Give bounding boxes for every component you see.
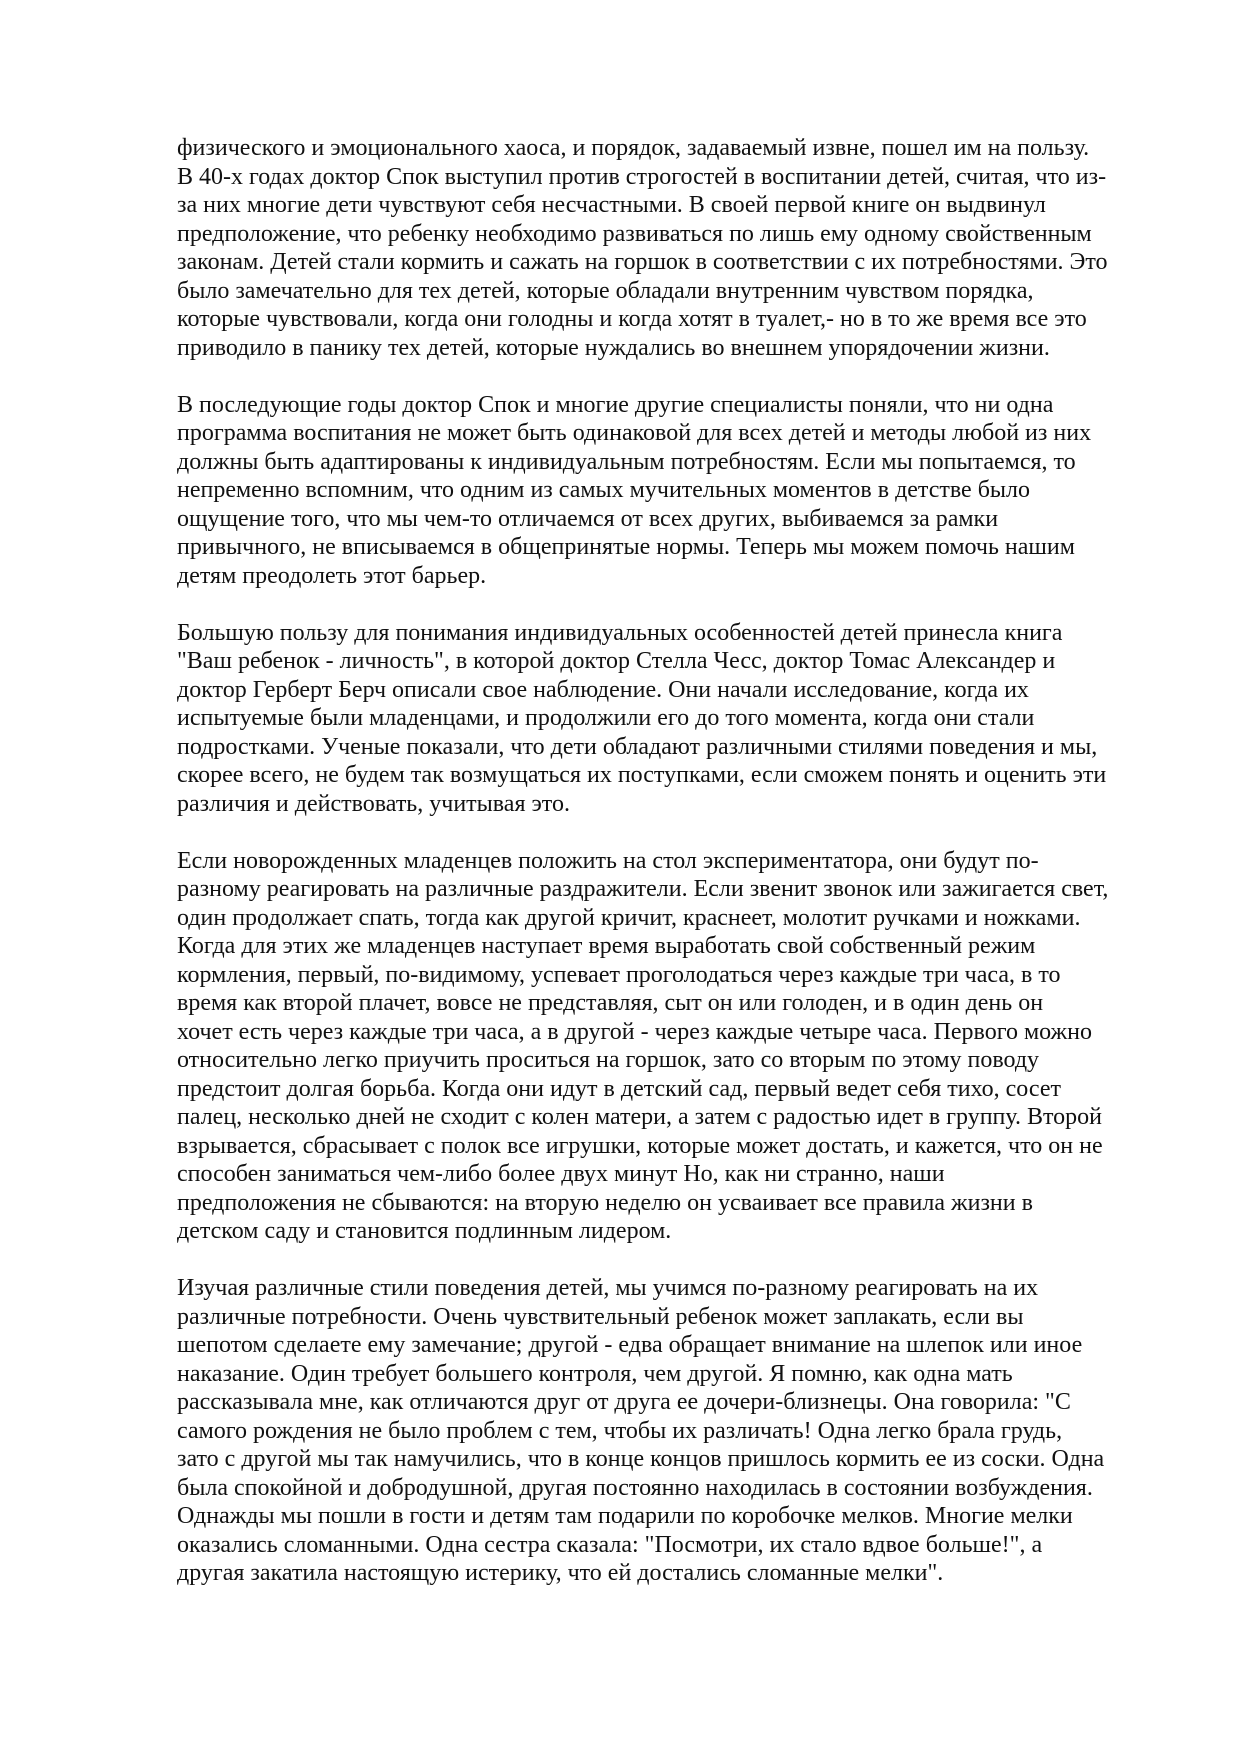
text-line: физического и эмоционального хаоса, и порядок, задаваемый извне, пошел им на пользу. bbox=[177, 135, 1090, 161]
text-line: самого рождения не было проблем с тем, чтобы их различать! Одна легко брала грудь, bbox=[177, 1417, 1063, 1444]
text-line: законам. Детей стали кормить и сажать на горшок в соответствии с их потребностями. Это bbox=[177, 249, 1108, 275]
text-line: детям преодолеть этот барьер. bbox=[177, 562, 487, 589]
text-line: Если новорожденных младенцев положить на стол экспериментатора, они будут по- bbox=[177, 847, 1039, 874]
text-line: В 40-х годах доктор Спок выступил против строгостей в воспитании детей, считая, что из- bbox=[177, 163, 1107, 190]
text-line: способен заниматься чем-либо более двух минут Но, как ни странно, наши bbox=[177, 1161, 945, 1187]
text-line: привычного, не вписываемся в общепринятые нормы. Теперь мы можем помочь нашим bbox=[177, 534, 1075, 560]
text-line: время как второй плачет, вовсе не представляя, сыт он или голоден, и в один день он bbox=[177, 990, 1044, 1016]
text-line: кормления, первый, по-видимому, успевает проголодаться через каждые три часа, в то bbox=[177, 961, 1061, 988]
text-line: шепотом сделаете ему замечание; другой - едва обращает внимание на шлепок или иное bbox=[177, 1332, 1083, 1358]
text-line: В последующие годы доктор Спок и многие другие специалисты поняли, что ни одна bbox=[177, 391, 1054, 418]
text-line: наказание. Один требует большего контроля, чем другой. Я помню, как одна мать bbox=[177, 1360, 1013, 1387]
text-line: различные потребности. Очень чувствительный ребенок может заплакать, если вы bbox=[177, 1303, 1024, 1330]
text-line: относительно легко приучить проситься на горшок, зато со вторым по этому поводу bbox=[177, 1047, 1040, 1073]
text-line: Большую пользу для понимания индивидуальных особенностей детей принесла книга bbox=[177, 619, 1063, 646]
text-line: оказались сломанными. Одна сестра сказала: "Посмотри, их стало вдвое больше!", а bbox=[177, 1531, 1043, 1558]
text-line: подростками. Ученые показали, что дети обладают различными стилями поведения и мы, bbox=[177, 733, 1098, 760]
paragraph-3 bbox=[177, 619, 1167, 819]
text-line: испытуемые были младенцами, и продолжили его до того момента, когда они стали bbox=[177, 705, 1035, 731]
text-line: палец, несколько дней не сходит с колен матери, а затем с радостью идет в группу. Второй bbox=[177, 1104, 1103, 1130]
text-line: детском саду и становится подлинным лидером. bbox=[177, 1218, 672, 1244]
document-body bbox=[177, 134, 1167, 1616]
text-line: должны быть адаптированы к индивидуальным потребностям. Если мы попытаемся, то bbox=[177, 448, 1076, 475]
text-line: предположение, что ребенку необходимо развиваться по лишь ему одному свойственным bbox=[177, 220, 1092, 247]
text-line: программа воспитания не может быть одинаковой для всех детей и методы любой из них bbox=[177, 420, 1092, 446]
text-line: рассказывала мне, как отличаются друг от друга ее дочери-близнецы. Она говорила: "С bbox=[177, 1389, 1071, 1415]
text-line: Когда для этих же младенцев наступает время выработать свой собственный режим bbox=[177, 933, 1036, 959]
text-line: зато с другой мы так намучились, что в конце концов пришлось кормить ее из соски. Одна bbox=[177, 1446, 1105, 1472]
text-line: другая закатила настоящую истерику, что ей достались сломанные мелки". bbox=[177, 1560, 944, 1586]
text-line: ощущение того, что мы чем-то отличаемся от всех других, выбиваемся за рамки bbox=[177, 505, 999, 532]
paragraph-5 bbox=[177, 1274, 1167, 1588]
text-line: было замечательно для тех детей, которые обладали внутренним чувством порядка, bbox=[177, 277, 1034, 304]
text-line: предположения не сбываются: на вторую неделю он усваивает все правила жизни в bbox=[177, 1189, 1033, 1216]
text-line: доктор Герберт Берч описали свое наблюдение. Они начали исследование, когда их bbox=[177, 676, 1029, 703]
text-line: хочет есть через каждые три часа, а в другой - через каждые четыре часа. Первого можно bbox=[177, 1018, 1092, 1045]
text-line: Однажды мы пошли в гости и детям там подарили по коробочке мелков. Многие мелки bbox=[177, 1503, 1073, 1529]
text-line: Изучая различные стили поведения детей, мы учимся по-разному реагировать на их bbox=[177, 1275, 1039, 1301]
text-line: предстоит долгая борьба. Когда они идут в детский сад, первый ведет себя тихо, сосет bbox=[177, 1075, 1061, 1102]
paragraph-1 bbox=[177, 134, 1167, 362]
text-line: за них многие дети чувствуют себя несчастными. В своей первой книге он выдвинул bbox=[177, 192, 1046, 218]
text-line: приводило в панику тех детей, которые нуждались во внешнем упорядочении жизни. bbox=[177, 334, 1050, 361]
paragraph-2 bbox=[177, 391, 1167, 591]
text-line: один продолжает спать, тогда как другой кричит, краснеет, молотит ручками и ножками. bbox=[177, 904, 1081, 931]
text-line: скорее всего, не будем так возмущаться их поступками, если сможем понять и оценить эти bbox=[177, 762, 1107, 788]
text-line: различия и действовать, учитывая это. bbox=[177, 790, 570, 817]
paragraph-4 bbox=[177, 847, 1167, 1246]
text-line: непременно вспомним, что одним из самых мучительных моментов в детстве было bbox=[177, 477, 1031, 503]
text-line: разному реагировать на различные раздражители. Если звенит звонок или зажигается свет, bbox=[177, 876, 1109, 902]
text-line: которые чувствовали, когда они голодны и когда хотят в туалет,- но в то же время все это bbox=[177, 306, 1087, 332]
text-line: "Ваш ребенок - личность", в которой доктор Стелла Чесс, доктор Томас Александер и bbox=[177, 648, 1056, 674]
text-line: взрывается, сбрасывает с полок все игрушки, которые может достать, и кажется, что он не bbox=[177, 1132, 1103, 1159]
text-line: была спокойной и добродушной, другая постоянно находилась в состоянии возбуждения. bbox=[177, 1474, 1093, 1501]
